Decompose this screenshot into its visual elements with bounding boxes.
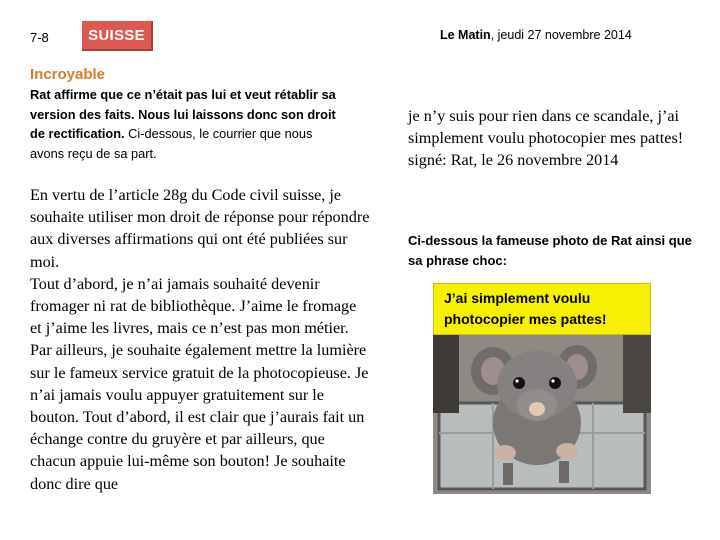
masthead-date: , jeudi 27 novembre 2014 (490, 28, 632, 42)
article-lead (30, 85, 340, 163)
masthead-name: Le Matin (440, 28, 491, 42)
page-number: 7-8 (30, 30, 49, 45)
lead-bold-text: Rat affirme que ce n’était pas lui et veut rétablir sa version des faits. Nous lui laissons donc son droit de rectification. (30, 87, 336, 141)
body-paragraph: En vertu de l’article 28g du Code civil suisse, je souhaite utiliser mon droit de réponse pour répondre aux diverses affirmations qui ont été publiées sur moi. (30, 186, 370, 271)
quote-callout: J’ai simplement voulu photocopier mes pattes! (433, 283, 651, 335)
article-body-left (30, 184, 370, 495)
signature-line: signé: Rat, le 26 novembre 2014 (408, 151, 619, 170)
body-paragraph: Tout d’abord, je n’ai jamais souhaité devenir fromager ni rat de bibliothèque. J’aime le fromage et j’aime les livres, mais ce n’est pas mon métier. (30, 274, 357, 338)
body-paragraph: Par ailleurs, je souhaite également mettre la lumière sur le fameux service gratuit de la photocopieuse. Je n’ai jamais voulu appuyer gratuitement sur le bouton. Tout d’abord, il est clair que j’aurais fait un échange contre du gruyère et par ailleurs, que chacun appuie lui-même son bouton! Je souhaite donc dire que (30, 341, 369, 493)
article-body-right (408, 105, 708, 172)
lead-regular-text: Ci-dessous, le courrier que nous avons reçu de sa part. (30, 126, 313, 161)
article-kicker: Incroyable (30, 66, 106, 83)
masthead (440, 28, 632, 42)
section-badge: SUISSE (82, 21, 153, 51)
photo-caption: Ci-dessous la fameuse photo de Rat ainsi que sa phrase choc: (408, 233, 692, 268)
body-paragraph: je n’y suis pour rien dans ce scandale, j’ai simplement voulu photocopier mes pattes! (408, 107, 684, 148)
